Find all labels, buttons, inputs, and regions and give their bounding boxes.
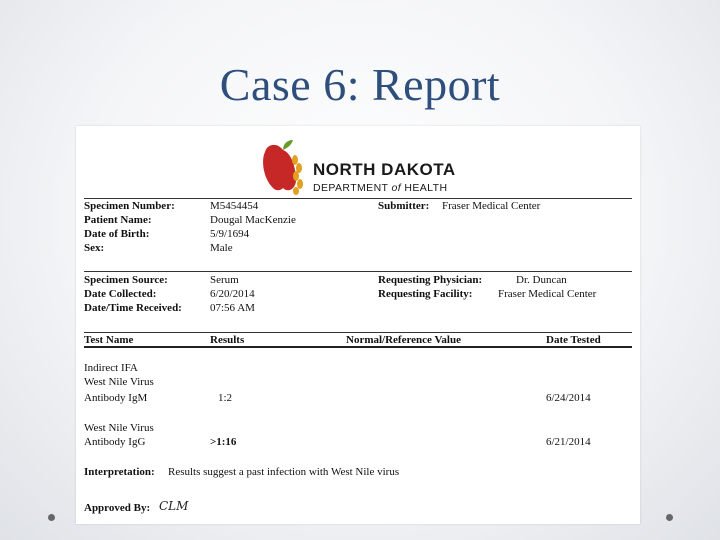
test-name-line1: West Nile Virus [84,376,154,388]
test-name-line2: Antibody IgG [84,436,146,448]
test-date: 6/21/2014 [546,436,591,448]
table-header-rule [84,346,632,348]
column-header-reference: Normal/Reference Value [346,334,461,346]
divider [84,332,632,333]
nd-health-logo [259,138,459,198]
test-name-line1: West Nile Virus [84,422,154,434]
test-name-line2: Antibody IgM [84,392,148,404]
date-received-value: 07:56 AM [210,302,255,314]
column-header-date-tested: Date Tested [546,334,601,346]
patient-name-value: Dougal MacKenzie [210,214,296,226]
interpretation-label: Interpretation: [84,466,155,478]
date-received-label: Date/Time Received: [84,302,182,314]
interpretation-text: Results suggest a past infection with West Nile virus [168,466,400,478]
apple-wheat-logo-icon [259,138,307,198]
patient-name-label: Patient Name: [84,214,152,226]
requesting-physician-value: Dr. Duncan [516,274,567,286]
org-department: DEPARTMENT of HEALTH [313,182,448,194]
requesting-physician-label: Requesting Physician: [378,274,483,286]
submitter-value: Fraser Medical Center [442,200,541,212]
column-header-results: Results [210,334,245,346]
test-date: 6/24/2014 [546,392,591,404]
test-result: 1:2 [218,392,233,404]
approver-signature: CLM [159,499,189,513]
specimen-source-label: Specimen Source: [84,274,168,286]
lab-report-document [76,126,640,524]
dot-icon [666,514,673,521]
requesting-facility-value: Fraser Medical Center [498,288,597,300]
org-name: NORTH DAKOTA [313,160,456,179]
sex-value: Male [210,242,233,254]
sex-label: Sex: [84,242,105,254]
specimen-number-value: M5454454 [210,200,259,212]
dot-icon [48,514,55,521]
specimen-source-value: Serum [210,274,239,286]
dob-label: Date of Birth: [84,228,150,240]
specimen-number-label: Specimen Number: [84,200,175,212]
divider [84,198,632,199]
test-result: >1:16 [210,436,237,448]
submitter-label: Submitter: [378,200,430,212]
column-header-test-name: Test Name [84,334,134,346]
date-collected-value: 6/20/2014 [210,288,255,300]
date-collected-label: Date Collected: [84,288,157,300]
test-method: Indirect IFA [84,362,138,374]
dob-value: 5/9/1694 [210,228,250,240]
slide-title: Case 6: Report [219,59,501,110]
divider [84,271,632,272]
requesting-facility-label: Requesting Facility: [378,288,473,300]
approved-by-label: Approved By: [84,502,151,514]
